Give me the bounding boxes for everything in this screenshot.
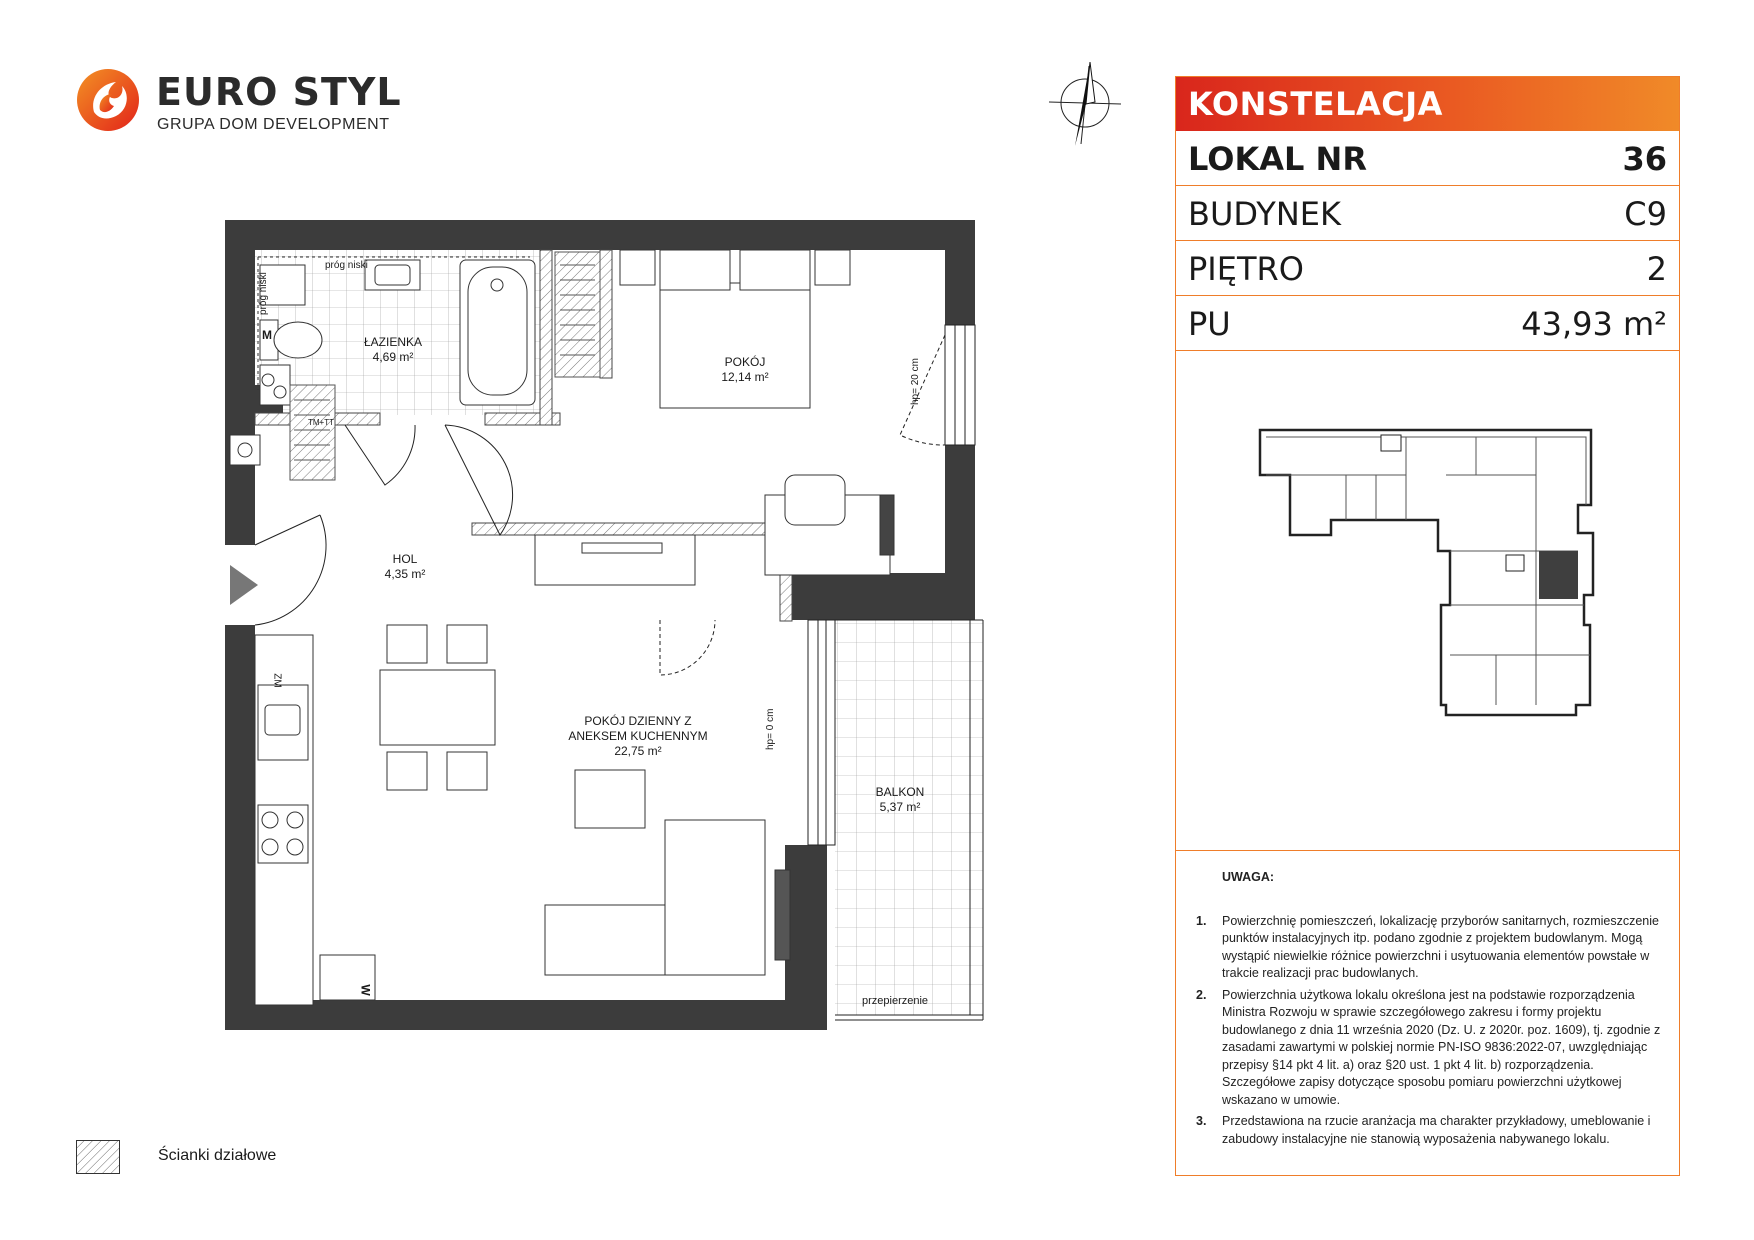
room-area: 12,14 m² xyxy=(721,370,769,384)
room-area: 4,69 m² xyxy=(372,350,414,364)
note-item xyxy=(1196,913,1666,983)
investment-name: KONSTELACJA xyxy=(1188,85,1443,123)
notes-title: UWAGA: xyxy=(1222,870,1275,884)
label-prog-niski-vertical: próg niski xyxy=(258,272,269,315)
note-item xyxy=(1196,987,1666,1110)
room-label-balcony xyxy=(876,785,925,815)
note-text: Przedstawiona na rzucie aranżacja ma charakter przykładowy, umeblowanie i zabudowy instalacyjne nie stanowią wyposażenia nabywanego lokalu. xyxy=(1222,1114,1651,1146)
label-prog-niski: próg niski xyxy=(325,260,368,271)
note-item xyxy=(1196,1113,1666,1148)
label-przepierzenie: przepierzenie xyxy=(862,995,929,1007)
legend-label: Ścianki działowe xyxy=(158,1147,277,1164)
label-w: W xyxy=(358,984,373,996)
logo-name: EURO STYL xyxy=(156,70,402,114)
floor-plan-drawing xyxy=(210,205,990,1045)
label-hp-20: hp= 20 cm xyxy=(910,358,921,405)
room-name: ŁAZIENKA xyxy=(363,335,423,349)
partition-wall-legend-swatch xyxy=(76,1140,120,1174)
note-text: Powierzchnię pomieszczeń, lokalizację przyborów sanitarnych, rozmieszczenie punktów instalacyjnych itp. podano zgodnie z projektem budowlanym. Mogą wystąpić niewielkie różnice powierzchni i usytuowania elementów powstałe w trakcie realizacji prac budowlanych. xyxy=(1222,913,1659,980)
info-key: PU xyxy=(1188,305,1231,343)
info-key: LOKAL NR xyxy=(1188,140,1367,178)
note-number: 2. xyxy=(1196,987,1207,1002)
floor-plan xyxy=(210,205,990,1045)
north-arrow-icon xyxy=(1045,58,1125,148)
kitchen-units xyxy=(255,635,375,1005)
investment-header xyxy=(1176,77,1679,131)
room-name: HOL xyxy=(392,552,418,566)
info-value: 43,93 m² xyxy=(1521,305,1667,343)
note-number: 3. xyxy=(1196,1114,1207,1128)
room-area: 22,75 m² xyxy=(614,744,662,758)
note-text: Powierzchnia użytkowa lokalu określona jest na podstawie rozporządzenia Ministra Rozwoju w sprawie szczegółowego zakresu i formy projektu budowlanego z dnia 11 września 2020 (Dz. U. z 2020r. poz. 1609), tj. zgodnie z zasadami zawartymi w polskiej normie PN-ISO 9836:2022-07, uwzględniając przepisy §14 pkt 4 lit. a) oraz §20 ust. 1 pkt 4 lit. b) rozporządzenia. Szczegółowe zapisy dotyczące sposobu pomiaru powierzchni użytkowej wskazano w umowie. xyxy=(1222,987,1661,1107)
info-value: 36 xyxy=(1622,140,1667,178)
logo-subtitle: GRUPA DOM DEVELOPMENT xyxy=(157,116,390,133)
apartment-info-panel xyxy=(1175,76,1680,1176)
room-area: 5,37 m² xyxy=(879,800,921,814)
notes-section xyxy=(1196,869,1666,1152)
room-area: 4,35 m² xyxy=(384,567,426,581)
entry-door xyxy=(255,515,326,625)
logo-flame-icon xyxy=(76,68,140,132)
note-number: 1. xyxy=(1196,913,1207,928)
label-zm: ZM xyxy=(271,673,283,688)
label-tm-tt: TM+TT xyxy=(308,418,334,427)
label-hp-0: hp= 0 cm xyxy=(765,708,776,750)
balcony-door xyxy=(808,620,835,845)
key-plan-drawing xyxy=(1176,355,1679,851)
info-key: BUDYNEK xyxy=(1188,195,1341,233)
building-key-plan xyxy=(1176,355,1679,851)
info-key: PIĘTRO xyxy=(1188,250,1304,288)
room-label-living-room xyxy=(568,714,707,759)
highlighted-apartment xyxy=(1539,551,1578,599)
info-value: C9 xyxy=(1624,195,1667,233)
bedroom-window xyxy=(945,325,975,445)
room-name: POKÓJ xyxy=(724,355,766,369)
room-label-bathroom xyxy=(364,335,422,365)
room-name: BALKON xyxy=(875,785,925,799)
company-logo xyxy=(76,68,406,148)
room-label-hall xyxy=(385,552,426,582)
info-row-lokal xyxy=(1176,131,1679,186)
entry-arrow-icon xyxy=(230,565,258,605)
info-value: 2 xyxy=(1646,250,1667,288)
info-row-pietro xyxy=(1176,241,1679,296)
room-name-line1: POKÓJ DZIENNY Z xyxy=(584,714,692,728)
room-label-bedroom xyxy=(721,355,768,385)
info-row-pu xyxy=(1176,296,1679,351)
label-m: M xyxy=(262,328,272,342)
balcony-floor-tiles xyxy=(835,620,983,1015)
room-name-line2: ANEKSEM KUCHENNYM xyxy=(568,729,708,743)
info-row-budynek xyxy=(1176,186,1679,241)
